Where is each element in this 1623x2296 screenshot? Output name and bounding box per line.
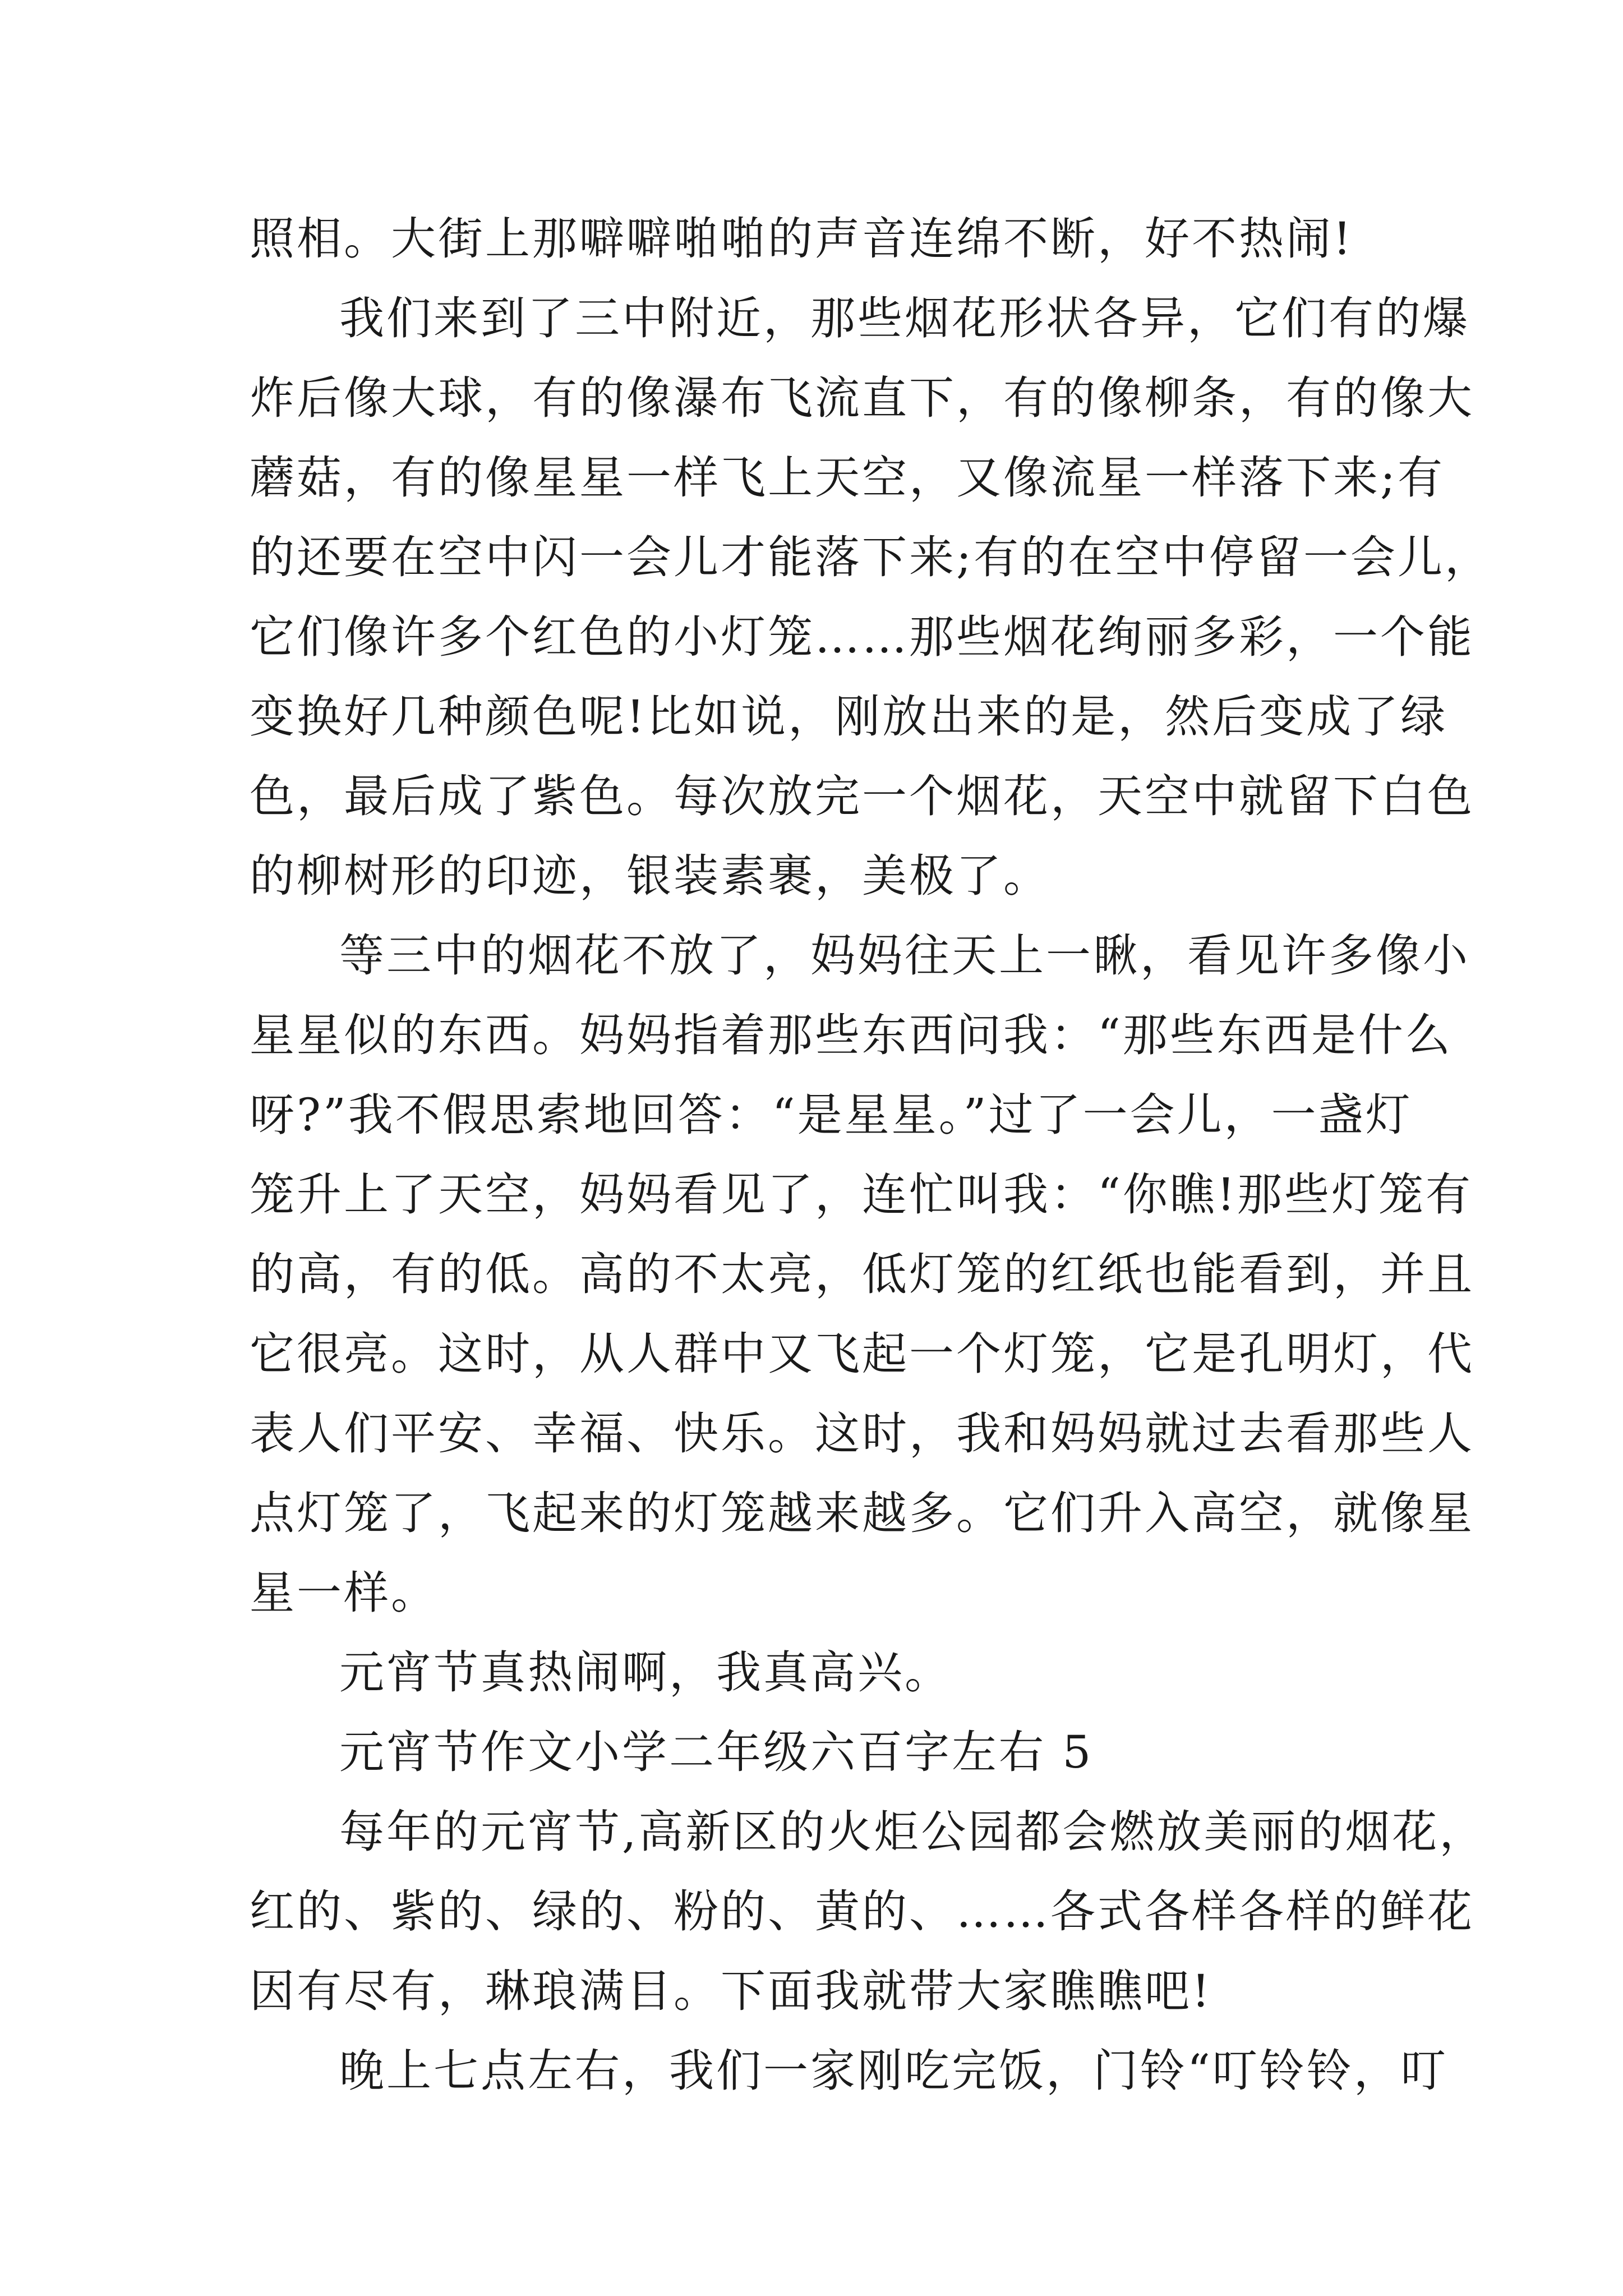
text-line: 星星似的东西。妈妈指着那些东西问我：“那些东西是什么 bbox=[250, 1009, 1453, 1061]
text-line: 每年的元宵节,高新区的火炬公园都会燃放美丽的烟花， bbox=[339, 1806, 1487, 1858]
text-line: 星一样。 bbox=[250, 1567, 438, 1619]
text-line: 表人们平安、幸福、快乐。这时，我和妈妈就过去看那些人 bbox=[250, 1407, 1474, 1460]
text-line: 元宵节真热闹啊，我真高兴。 bbox=[339, 1646, 952, 1699]
essay-body bbox=[250, 199, 1492, 2111]
text-line: 色，最后成了紫色。每次放完一个烟花，天空中就留下白色 bbox=[250, 770, 1474, 822]
text-line: 我们来到了三中附近，那些烟花形状各异，它们有的爆 bbox=[339, 292, 1470, 344]
text-line: 元宵节作文小学二年级六百字左右 5 bbox=[339, 1726, 1094, 1778]
text-line: 炸后像大球，有的像瀑布飞流直下，有的像柳条，有的像大 bbox=[250, 372, 1474, 424]
text-line: 晚上七点左右，我们一家刚吃完饭，门铃“叮铃铃，叮 bbox=[339, 2045, 1448, 2097]
text-line: 的柳树形的印迹，银装素裹，美极了。 bbox=[250, 850, 1050, 902]
text-line: 等三中的烟花不放了，妈妈往天上一瞅，看见许多像小 bbox=[339, 930, 1470, 982]
text-line: 笼升上了天空，妈妈看见了，连忙叫我：“你瞧!那些灯笼有 bbox=[250, 1168, 1473, 1221]
text-line: 的高，有的低。高的不太亮，低灯笼的红纸也能看到，并且 bbox=[250, 1248, 1474, 1300]
text-line: 红的、紫的、绿的、粉的、黄的、……各式各样各样的鲜花 bbox=[250, 1885, 1474, 1938]
text-line: 变换好几种颜色呢!比如说，刚放出来的是，然后变成了绿 bbox=[250, 691, 1448, 743]
text-line: 照相。大街上那噼噼啪啪的声音连绵不断，好不热闹! bbox=[250, 213, 1354, 265]
text-line: 它很亮。这时，从人群中又飞起一个灯笼，它是孔明灯，代 bbox=[250, 1328, 1474, 1380]
text-line: 呀?”我不假思索地回答：“是星星。”过了一会儿，一盏灯 bbox=[250, 1089, 1413, 1141]
text-line: 点灯笼了，飞起来的灯笼越来越多。它们升入高空，就像星 bbox=[250, 1487, 1474, 1539]
text-line: 它们像许多个红色的小灯笼……那些烟花绚丽多彩，一个能 bbox=[250, 611, 1474, 663]
text-line: 蘑菇，有的像星星一样飞上天空，又像流星一样落下来;有 bbox=[250, 452, 1445, 504]
text-line: 的还要在空中闪一会儿才能落下来;有的在空中停留一会儿， bbox=[250, 531, 1492, 583]
text-line: 因有尽有，琳琅满目。下面我就带大家瞧瞧吧! bbox=[250, 1965, 1212, 2017]
